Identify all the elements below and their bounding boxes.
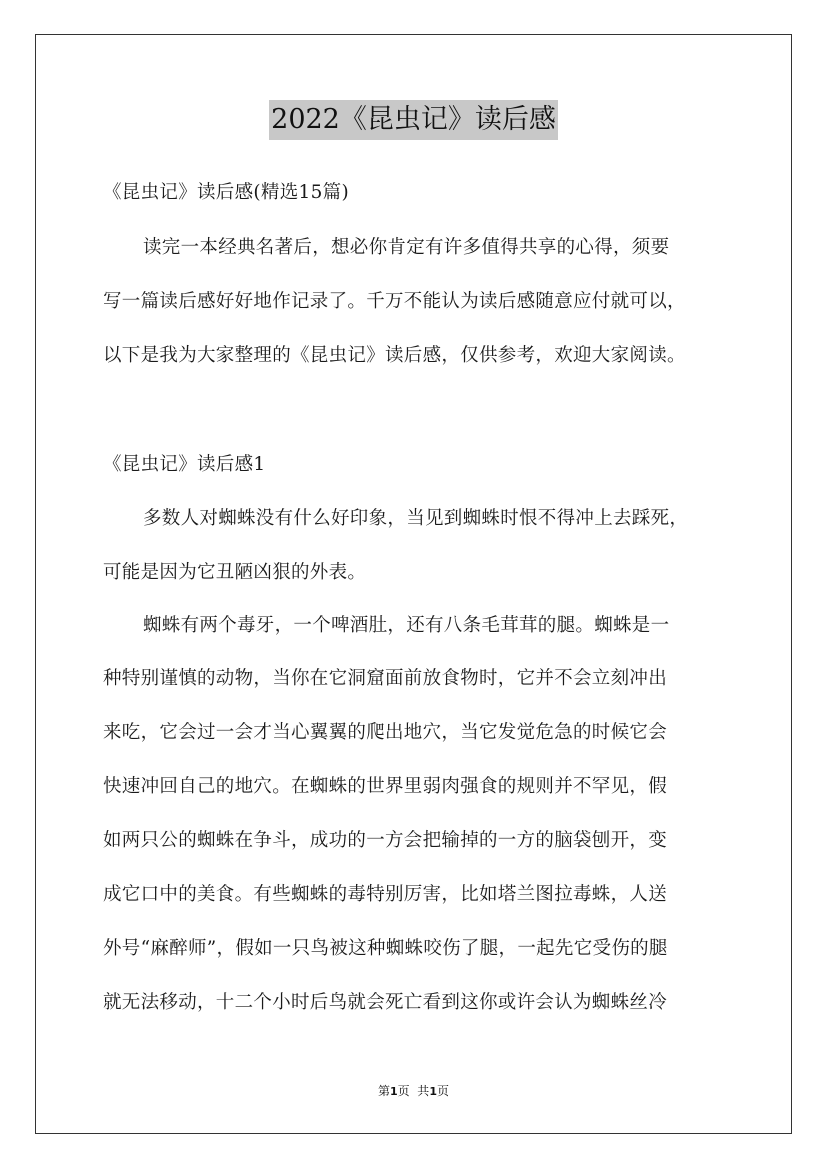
paragraph-line: 快速冲回自己的地穴。在蜘蛛的世界里弱肉强食的规则并不罕见，假	[103, 776, 668, 797]
footer-page-suffix: 页	[436, 1084, 449, 1098]
intro-line: 写一篇读后感好好地作记录了。千万不能认为读后感随意应付就可以，	[103, 291, 686, 312]
paragraph-line: 来吃，它会过一会才当心翼翼的爬出地穴，当它发觉危急的时候它会	[103, 722, 668, 743]
footer-page-total: 1	[429, 1085, 437, 1098]
page-footer	[0, 1083, 827, 1100]
intro-line: 读完一本经典名著后，想必你肯定有许多值得共享的心得，须要	[143, 237, 670, 258]
paragraph-line: 种特别谨慎的动物，当你在它洞窟面前放食物时，它并不会立刻冲出	[103, 668, 668, 689]
intro-line: 以下是我为大家整理的《昆虫记》读后感，仅供参考，欢迎大家阅读。	[103, 345, 686, 366]
footer-page-number: 1	[390, 1085, 398, 1098]
document-title: 2022《昆虫记》读后感	[269, 100, 558, 140]
paragraph-line: 成它口中的美食。有些蜘蛛的毒特别厉害，比如塔兰图拉毒蛛，人送	[103, 884, 668, 905]
footer-page-prefix: 第	[378, 1084, 391, 1098]
title-container	[0, 100, 827, 140]
paragraph-line: 多数人对蜘蛛没有什么好印象，当见到蜘蛛时恨不得冲上去踩死，	[143, 508, 689, 529]
footer-page-mid: 页 共	[397, 1084, 430, 1098]
paragraph-line: 如两只公的蜘蛛在争斗，成功的一方会把输掉的一方的脑袋刨开，变	[103, 830, 668, 851]
document-subtitle: 《昆虫记》读后感(精选15篇)	[103, 182, 349, 203]
paragraph-line: 可能是因为它丑陋凶狠的外表。	[103, 562, 367, 583]
section-heading: 《昆虫记》读后感1	[103, 454, 266, 475]
paragraph-line: 外号“麻醉师”，假如一只鸟被这种蜘蛛咬伤了腿，一起先它受伤的腿	[103, 938, 668, 959]
paragraph-line: 蜘蛛有两个毒牙，一个啤酒肚，还有八条毛茸茸的腿。蜘蛛是一	[143, 615, 670, 636]
paragraph-line: 就无法移动，十二个小时后鸟就会死亡看到这你或许会认为蜘蛛丝冷	[103, 992, 668, 1013]
